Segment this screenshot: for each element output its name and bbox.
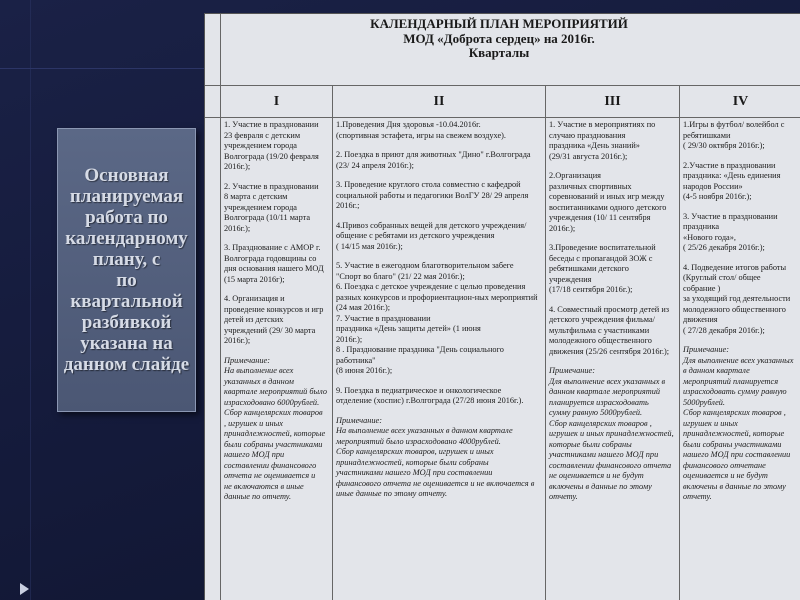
caption-line: по квартальной xyxy=(70,270,183,312)
quarter-header-1: I xyxy=(221,86,333,117)
event-item: 9. Поездка в педиатрическое и онкологическое отделение (хоспис) г.Волгограда (27/28 июня 2016г.). xyxy=(336,385,524,405)
body-gutter xyxy=(205,118,221,600)
quarter-header-3: III xyxy=(546,86,680,117)
event-item: 2. Поездка в приют для животных "Дино" г.Волгограда (23/ 24 апреля 2016г.); xyxy=(336,150,531,170)
calendar-plan-table xyxy=(204,13,800,600)
event-item: 3. Проведение круглого стола совместно с кафедрой социальной работы и педагогики ВолГУ 28/ 29 апреля 2016г.; xyxy=(336,180,529,210)
quarter-note: Примечание: На выполнение всех указанных в данном квартале мероприятий было израсходовано 6000рублей. Сбор канцелярских товаров , игрушек и иных принадлежностей, которые были собраны участниками нашего МОД при составлении финансового отчета не оценивается и не включаются в иные данные по отчету. xyxy=(224,355,328,501)
quarter-note: Примечание: Для выполнение всех указанных в данном квартале мероприятий планируется израсходовать сумму равную 5000рублей. Сбор канцелярских товаров , игрушек и иных принадлежностей, которые были собраны участниками нашего МОД при составлении финансового отчета не оценивается и не будут включены в данные по этому отчету. xyxy=(549,366,674,501)
quarters-body xyxy=(205,118,800,600)
caption-line: календарному xyxy=(65,228,188,249)
event-item: 2.Участие в праздновании праздника: «День единения народов России» (4-5 ноября 2016г.); xyxy=(683,160,781,201)
event-item: 4. Организация и проведение конкурсов и игр детей из детских учреждений (29/ 30 марта 2016г.); xyxy=(224,294,324,345)
event-item: 3.Проведение воспитательной беседы с пропагандой ЗОЖ с ребятишками детского учреждения (17/18 сентября 2016г.); xyxy=(549,243,656,294)
caption-line: разбивкой xyxy=(81,312,172,333)
event-item: 1.Проведения Дня здоровья -10.04.2016г. (спортивная эстафета, игры на свежем воздухе). xyxy=(336,120,507,140)
event-item: 3. Празднование с АМОР г. Волгограда годовщины со дня основания нашего МОД (15 марта 2016г); xyxy=(224,243,324,284)
quarter-header-4: IV xyxy=(732,93,749,109)
title-line: Кварталы xyxy=(468,45,530,60)
quarters-row xyxy=(205,86,800,118)
caption-line: указана на xyxy=(80,333,173,354)
event-item: 2.Организация различных спортивных соревнований и иных игр между воспитанниками одного детского учреждения (10/ 11 сентября 2016г.); xyxy=(549,171,667,233)
caption-line: плану, с xyxy=(92,249,161,270)
title-line: КАЛЕНДАРНЫЙ ПЛАН МЕРОПРИЯТИЙ xyxy=(370,16,628,31)
event-item: 4. Совместный просмотр детей из детского учреждения фильма/ мультфильма с участниками молодежного общественного движения (25/26 сентября 2016г.); xyxy=(549,304,670,356)
slide-arrow-icon[interactable] xyxy=(20,583,29,595)
event-item: 4.Привоз собранных вещей для детского учреждения/ общение с ребятами из детского учреждения ( 14/15 мая 2016г.); xyxy=(336,220,527,251)
caption-line: работа по xyxy=(85,207,168,228)
caption-line: Основная xyxy=(84,165,169,186)
table-header xyxy=(205,14,800,86)
quarter-3-column xyxy=(546,118,680,600)
quarter-gutter xyxy=(205,86,221,117)
quarter-note: Примечание: На выполнение всех указанных в данном квартале мероприятий было израсходовано 4000рублей. Сбор канцелярских товаров, игрушек и иных принадлежностей, которые были собраны участниками нашего МОД при составлении финансового отчета не оценивается и не включается в иные данные по этому отчету. xyxy=(336,415,535,498)
event-item: 1.Игры в футбол/ волейбол с ребятишками ( 29/30 октября 2016г.); xyxy=(683,120,785,150)
quarter-header-2: II xyxy=(333,86,546,117)
caption-line: планируемая xyxy=(69,186,184,207)
caption-text xyxy=(58,165,195,375)
caption-line: данном слайде xyxy=(63,354,190,375)
quarter-1-column xyxy=(221,118,333,600)
header-gutter xyxy=(205,14,221,85)
event-item: 4. Подведение итогов работы (Круглый стол/ общее собрание ) за уходящий год деятельности молодежного общественного движения ( 27/28 декабря 2016г.); xyxy=(683,262,791,335)
title-line: МОД «Доброта сердец» на 2016г. xyxy=(403,30,595,46)
quarter-4-column xyxy=(680,118,800,600)
table-title xyxy=(221,17,777,61)
quarter-note: Примечание: Для выполнение всех указанных в данном квартале мероприятий планируется израсходовать сумму равную 5000рублей. Сбор канцелярских товаров , игрушек и иных принадлежностей, которые были собраны участниками нашего МОД при составлении финансового отчетане оценивается и не будут включены в данные по этому отчету. xyxy=(683,345,794,501)
event-item: 5. Участие в ежегодном благотворительном забеге "Спорт во благо" (21/ 22 мая 2016г.); 6. Поездка с детское учреждение с целью проведения разных конкурсов и профориентацион-ных мероприятий (24 мая 2016г.); 7. Участие в праздновании праздника «День защиты детей» (1 июня 2016г.); 8 . Празднование праздника "День социального работника" (8 июня 2016г.); xyxy=(336,261,538,375)
quarter-2-column xyxy=(333,118,546,600)
event-item: 1. Участие в мероприятиях по случаю празднования праздника «День знаний» (29/31 августа 2016г.); xyxy=(549,120,656,161)
background-line xyxy=(30,0,31,600)
caption-panel xyxy=(57,128,196,412)
event-item: 3. Участие в праздновании праздника «Нового года», ( 25/26 декабря 2016г.); xyxy=(683,211,778,252)
event-item: 1. Участие в праздновании 23 февраля с детским учреждением города Волгограда (19/20 февраля 2016г.); xyxy=(224,120,319,171)
event-item: 2. Участие в праздновании 8 марта с детским учреждением города Волгограда (10/11 марта 2016г.); xyxy=(224,181,319,233)
